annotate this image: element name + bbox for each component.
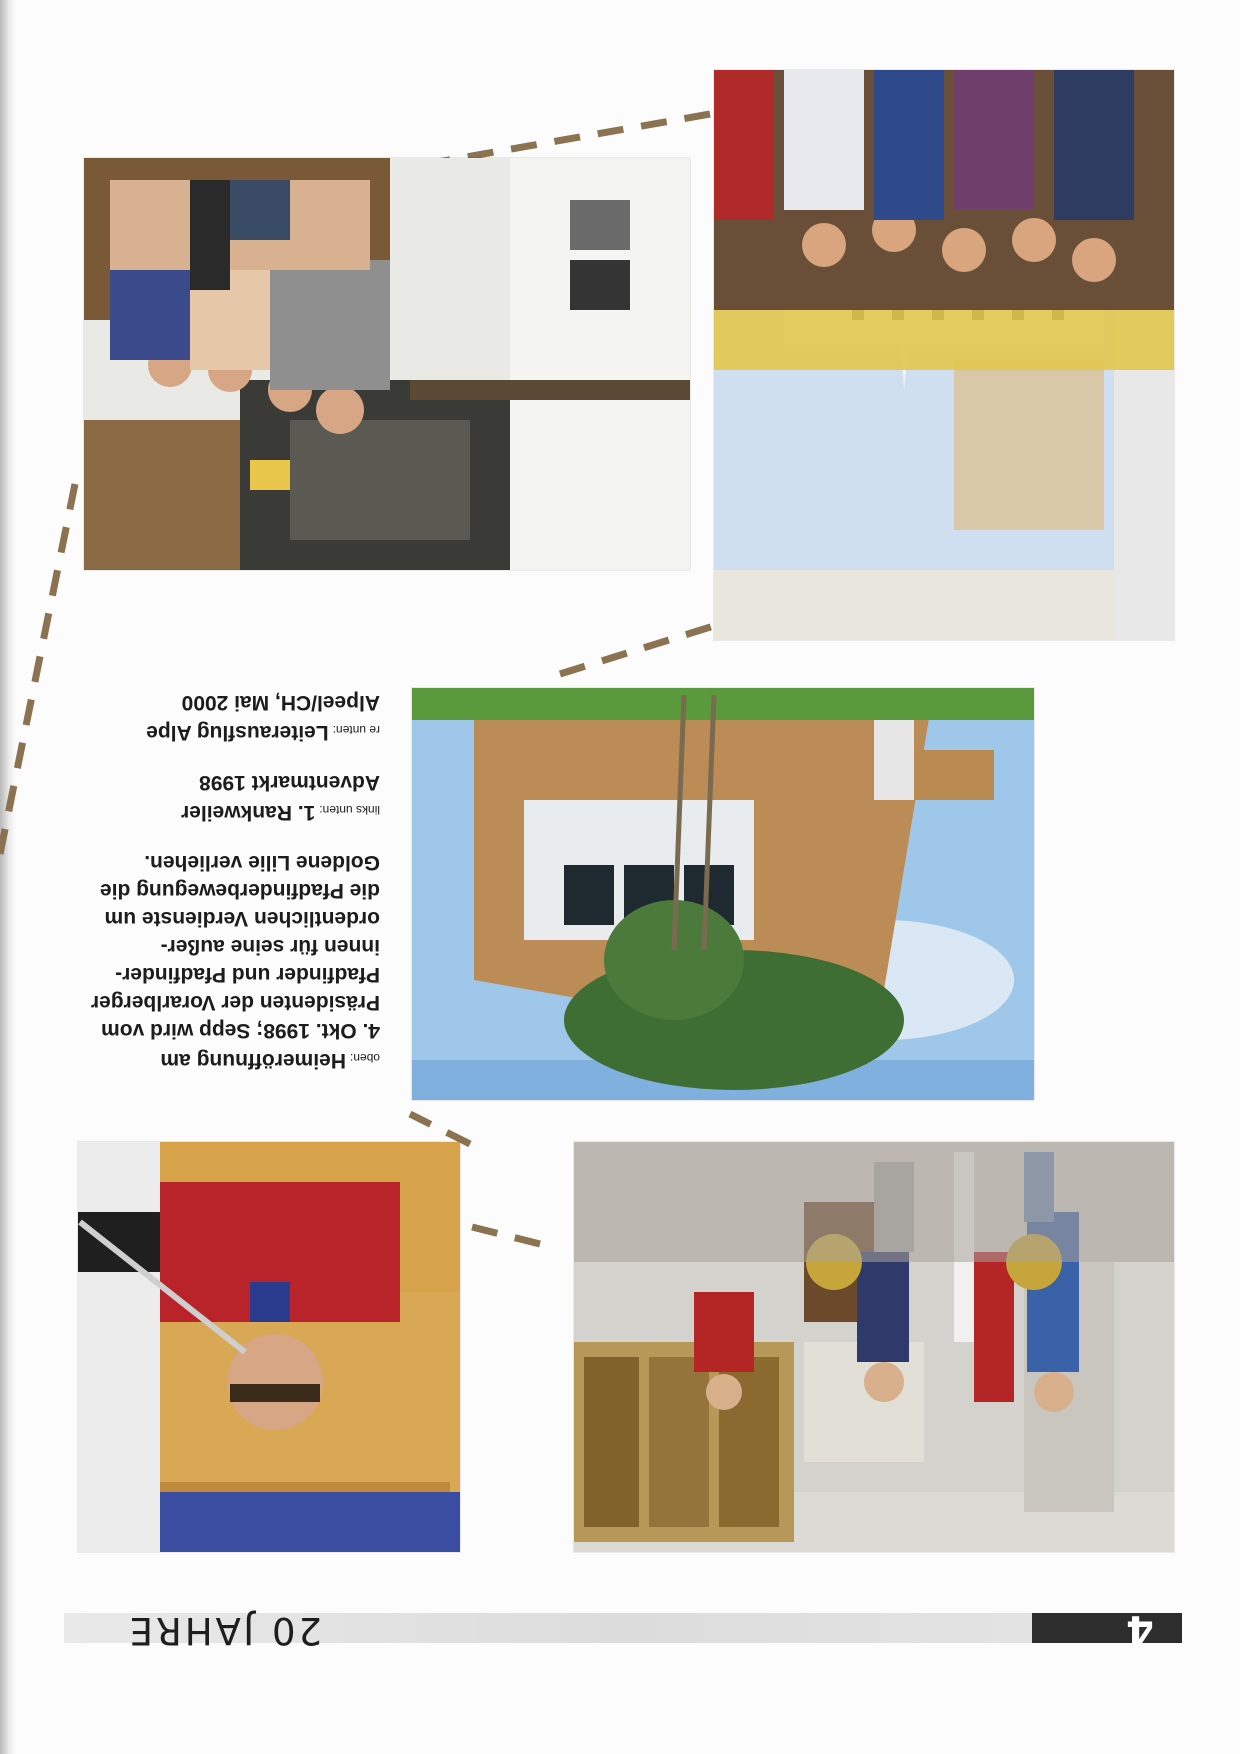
caption-top-line-7: die Pfadfinderbewegung die: [99, 879, 380, 902]
caption-top-line-1: oben:Heimeröffnung am: [160, 1049, 380, 1072]
caption-bottom-left-line-1: links unten:1. Rankweiler: [181, 801, 380, 824]
connector-house-to-market: [560, 624, 720, 674]
caption-block: [50, 666, 380, 1074]
caption-top-line-6: ordentlichen Verdienste um: [104, 907, 380, 930]
photo-scout-house: [412, 688, 1034, 1100]
caption-top-line-4: Pfadfinder und Pfadfinder-: [115, 963, 380, 986]
caption-bottom-right-line-1: re unten:Leiterausflug Alpe: [146, 721, 380, 744]
caption-bottom-right-line-2: Alpeel/CH, Mai 2000: [181, 691, 380, 714]
caption-top-line-3: Präsidenten der Vorarlberger: [90, 991, 380, 1014]
photo-advent-market: [714, 70, 1174, 640]
caption-top-line-2: 4. Okt. 1998; Sepp wird vom: [101, 1019, 380, 1042]
caption-top-line-5: innen für seine außer-: [160, 935, 380, 958]
caption-bottom-right: [50, 688, 380, 746]
page-number: 4: [1126, 1606, 1154, 1652]
photo-man-microphone: [78, 1142, 460, 1552]
caption-top-tag: oben:: [349, 1051, 380, 1065]
caption-bottom-left-tag: links unten:: [319, 803, 380, 817]
caption-top-line-8: Goldene Lilie verliehen.: [144, 851, 380, 874]
photo-mountain-hut: [84, 158, 690, 570]
photo-ceremony-hall: [574, 1142, 1174, 1552]
section-title: 20 JAHRE: [126, 1609, 322, 1652]
caption-top: [50, 848, 380, 1074]
caption-bottom-left: [50, 768, 380, 826]
caption-bottom-right-tag: re unten:: [332, 723, 380, 737]
connector-house-to-mic: [410, 1114, 470, 1144]
caption-bottom-left-line-2: Adventmarkt 1998: [199, 771, 380, 794]
connector-ceremony-to-mic: [460, 1224, 540, 1244]
